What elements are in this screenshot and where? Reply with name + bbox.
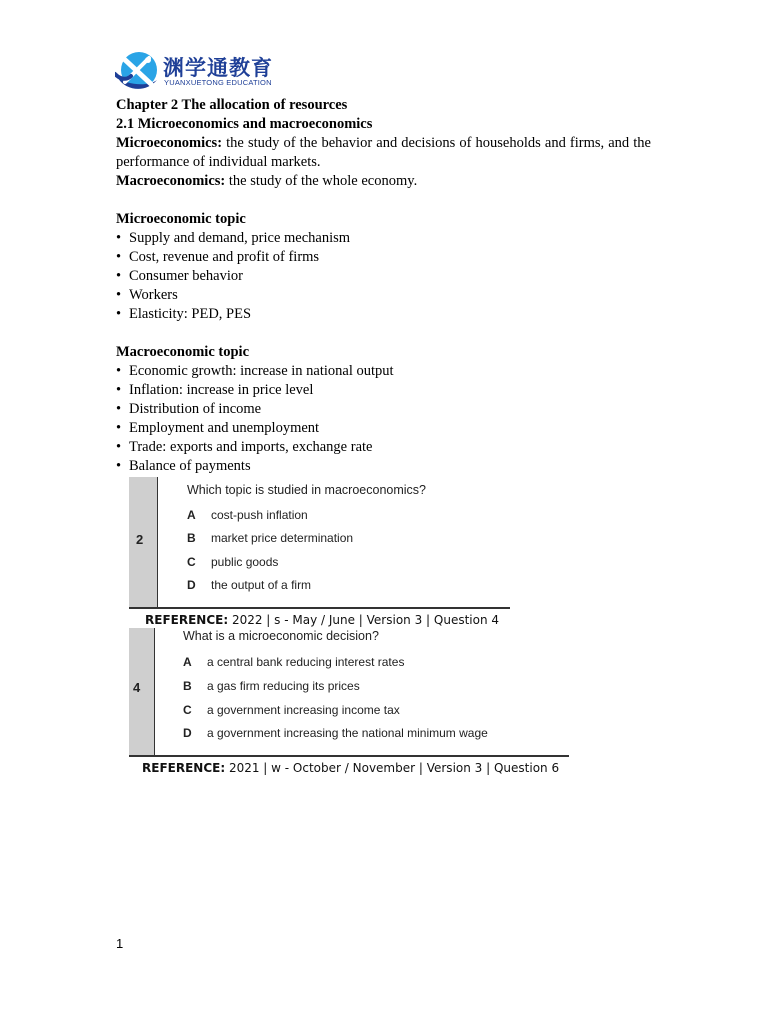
list-item: • Consumer behavior [116,267,651,286]
micro-topics-list [116,229,651,324]
option-text: market price determination [211,531,354,545]
list-item: • Trade: exports and imports, exchange rate [116,438,651,457]
reference-label: REFERENCE: [145,613,229,627]
question-text: What is a microeconomic decision? [183,629,379,643]
micro-topics [116,210,651,324]
list-item: • Workers [116,286,651,305]
question-text: Which topic is studied in macroeconomics? [187,483,426,497]
definition-term: Macroeconomics: [116,173,226,189]
macro-topics-list [116,362,651,476]
option-text: a central bank reducing interest rates [207,655,405,669]
question-number: 2 [136,532,144,547]
option-letter: B [183,679,192,693]
reference-text: 2022 | s - May / June | Version 3 | Question 4 [228,613,500,627]
list-item: • Employment and unemployment [116,419,651,438]
divider [129,607,510,609]
option-letter: C [183,703,192,717]
logo-english-name: YUANXUETONG EDUCATION [164,78,272,87]
reference-text: 2021 | w - October / November | Version 3 | Question 6 [225,761,560,775]
definition-micro [116,134,651,172]
question-card [129,628,569,780]
option-letter: A [183,655,192,669]
question-reference [142,761,559,775]
option-text: a gas firm reducing its prices [207,679,360,693]
option-letter: D [183,726,192,740]
list-item: • Distribution of income [116,400,651,419]
list-item: • Balance of payments [116,457,651,476]
macro-topics-title: Macroeconomic topic [116,344,250,360]
list-item: • Inflation: increase in price level [116,381,651,400]
option-letter: B [187,531,196,545]
option-text: a government increasing income tax [207,703,400,717]
option-letter: A [187,508,196,522]
definition-text: the study of the whole economy. [225,173,418,189]
question-number-column [129,477,158,607]
chapter-title: Chapter 2 The allocation of resources [116,97,348,113]
option-text: the output of a firm [211,578,312,592]
definition-macro [116,172,651,191]
list-item: • Elasticity: PED, PES [116,305,651,324]
logo-mark-icon [115,50,159,92]
option-letter: D [187,578,196,592]
question-reference [145,613,499,627]
divider [129,755,569,757]
list-item: • Economic growth: increase in national output [116,362,651,381]
option-text: a government increasing the national minimum wage [207,726,488,740]
definition-text: the study of the behavior and decisions of households and firms, and the performance of individual markets. [116,135,651,170]
definition-term: Microeconomics: [116,135,223,151]
question-number: 4 [133,680,141,695]
option-text: cost-push inflation [211,508,308,522]
list-item: • Cost, revenue and profit of firms [116,248,651,267]
micro-topics-title: Microeconomic topic [116,211,246,227]
section-title: 2.1 Microeconomics and macroeconomics [116,116,373,132]
reference-label: REFERENCE: [142,761,226,775]
macro-topics [116,343,651,476]
brand-logo [115,50,275,92]
question-card [129,477,511,633]
option-text: public goods [211,555,279,569]
list-item: • Supply and demand, price mechanism [116,229,651,248]
page-number: 1 [116,936,124,951]
logo-chinese-name: 渊学通教育 [163,56,273,80]
option-letter: C [187,555,196,569]
